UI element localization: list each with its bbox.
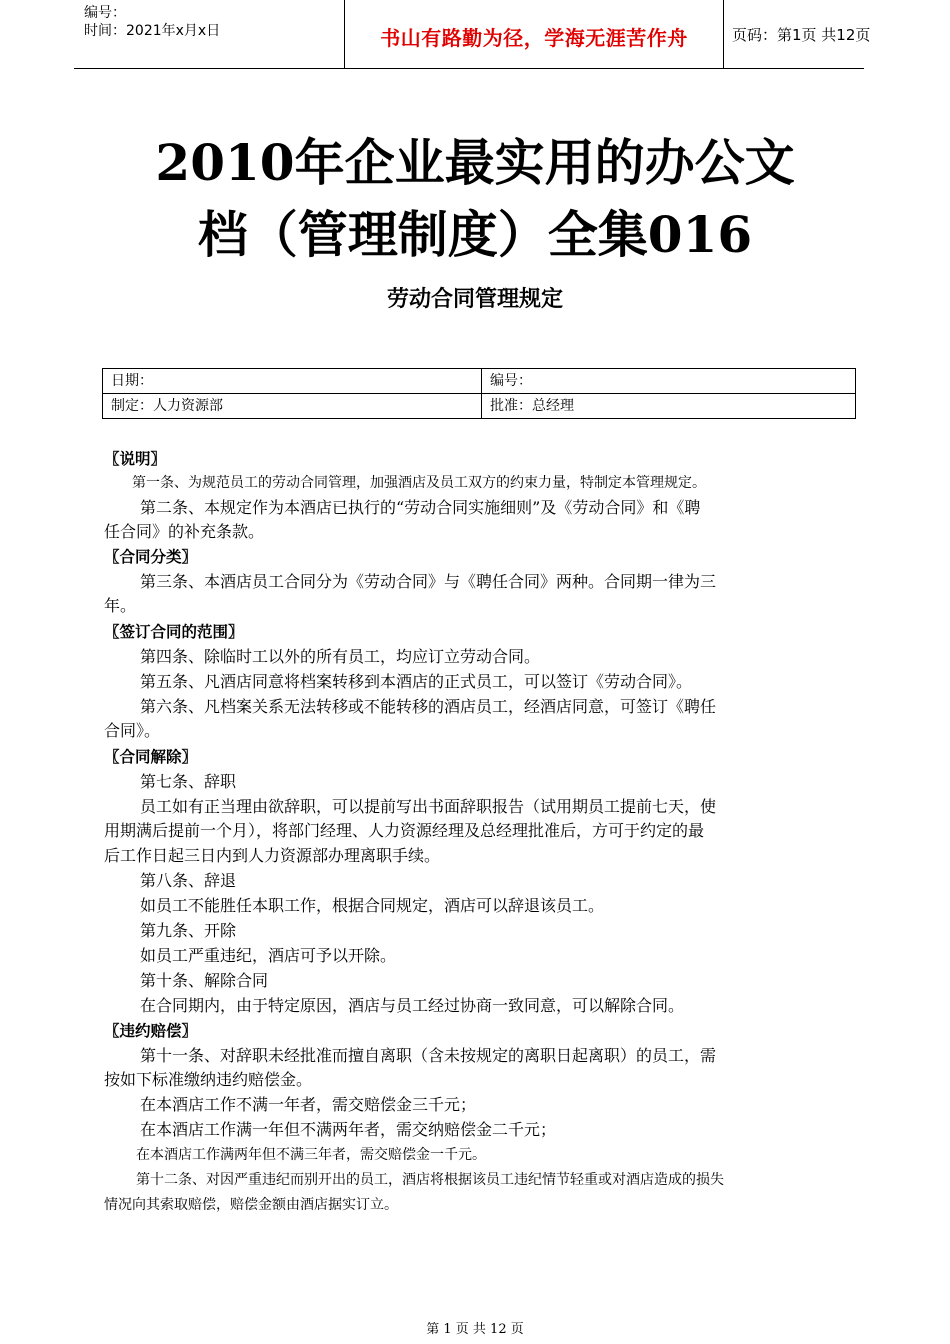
date-cell: 日期： <box>103 369 482 394</box>
body-line: 在本酒店工作满两年但不满三年者，需交赔偿金一千元。 <box>136 1147 486 1163</box>
section-heading-classification: 〖合同分类〗 <box>104 548 198 566</box>
body-line: 在本酒店工作不满一年者，需交赔偿金三千元； <box>140 1095 477 1114</box>
body-line: 按如下标准缴纳违约赔偿金。 <box>104 1070 313 1089</box>
header-motto: 书山有路勤为径，学海无涯苦作舟 <box>380 26 688 50</box>
document-title-line-1: 2010年企业最实用的办公文 <box>155 133 795 192</box>
header-time-label: 时间：2021年x月x日 <box>84 23 221 39</box>
section-heading-termination: 〖合同解除〗 <box>104 748 198 766</box>
page-footer <box>0 1318 950 1337</box>
made-by-cell: 制定：人力资源部 <box>103 394 482 419</box>
body-line: 第一条、为规范员工的劳动合同管理，加强酒店及员工双方的约束力量，特制定本管理规定。 <box>132 475 706 491</box>
body-line: 任合同》的补充条款。 <box>104 522 265 541</box>
body-line: 在本酒店工作满一年但不满两年者，需交纳赔偿金二千元； <box>140 1120 557 1139</box>
body-line: 员工如有正当理由欲辞职，可以提前写出书面辞职报告（试用期员工提前七天，使 <box>140 797 717 816</box>
footer-page-number: 第 1 页 共 12 页 <box>426 1322 524 1337</box>
body-line: 第三条、本酒店员工合同分为《劳动合同》与《聘任合同》两种。合同期一律为三 <box>140 572 717 591</box>
body-line: 如员工不能胜任本职工作，根据合同规定，酒店可以辞退该员工。 <box>140 896 605 915</box>
body-line: 用期满后提前一个月），将部门经理、人力资源经理及总经理批准后，方可于约定的最 <box>104 821 705 840</box>
document-title-line-2: 档（管理制度）全集016 <box>197 205 753 264</box>
info-row-1 <box>103 369 856 394</box>
body-line: 合同》。 <box>104 721 161 740</box>
number-cell: 编号： <box>482 369 856 394</box>
section-heading-note: 〖说明〗 <box>104 450 167 468</box>
body-line: 在合同期内，由于特定原因，酒店与员工经过协商一致同意，可以解除合同。 <box>140 996 685 1015</box>
body-line: 第二条、本规定作为本酒店已执行的“劳动合同实施细则”及《劳动合同》和《聘 <box>140 498 701 517</box>
body-line: 第八条、辞退 <box>140 871 237 890</box>
body-line: 第七条、辞职 <box>140 772 237 791</box>
body-line: 第九条、开除 <box>140 921 237 940</box>
body-line: 第十二条、对因严重违纪而别开出的员工，酒店将根据该员工违纪情节轻重或对酒店造成的损失 <box>136 1172 724 1188</box>
body-line: 第五条、凡酒店同意将档案转移到本酒店的正式员工，可以签订《劳动合同》。 <box>140 672 693 691</box>
header-number-label: 编号： <box>84 5 126 21</box>
document-subtitle: 劳动合同管理规定 <box>386 287 563 312</box>
body-line: 后工作日起三日内到人力资源部办理离职手续。 <box>104 846 441 865</box>
page-header <box>74 0 871 69</box>
body-line: 第十条、解除合同 <box>140 971 269 990</box>
body-line: 如员工严重违纪，酒店可予以开除。 <box>140 946 397 965</box>
header-motto-cell <box>344 0 724 68</box>
section-heading-compensation: 〖违约赔偿〗 <box>104 1022 198 1040</box>
info-row-2 <box>103 394 856 419</box>
approved-by-cell: 批准：总经理 <box>482 394 856 419</box>
header-meta <box>84 4 284 40</box>
body-line: 第六条、凡档案关系无法转移或不能转移的酒店员工，经酒店同意，可签订《聘任 <box>140 697 717 716</box>
header-page-info: 页码：第1页 共12页 <box>732 26 871 44</box>
body-line: 情况向其索取赔偿，赔偿金额由酒店据实订立。 <box>104 1197 398 1213</box>
info-table <box>102 368 856 419</box>
body-line: 年。 <box>104 596 137 615</box>
body-line: 第四条、除临时工以外的所有员工，均应订立劳动合同。 <box>140 647 541 666</box>
section-heading-scope: 〖签订合同的范围〗 <box>104 623 244 641</box>
body-line: 第十一条、对辞职未经批准而擅自离职（含未按规定的离职日起离职）的员工，需 <box>140 1046 717 1065</box>
